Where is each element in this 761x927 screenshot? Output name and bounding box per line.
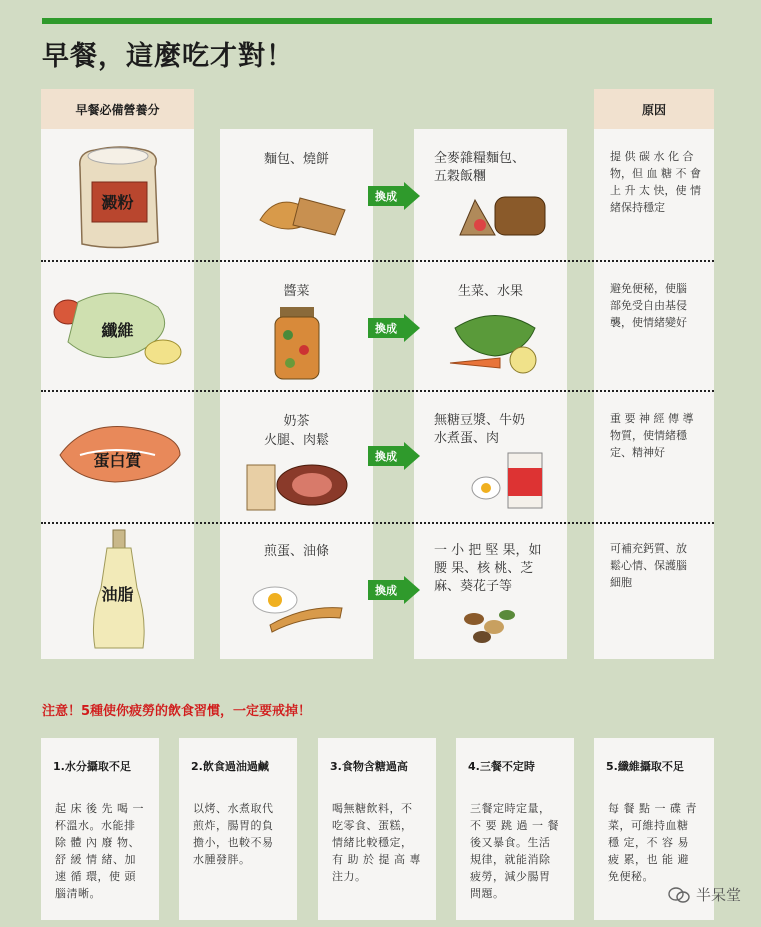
tip-title: 5.纖維攝取不足 xyxy=(606,760,684,773)
watermark-text: 半呆堂 xyxy=(695,886,741,904)
top-accent-bar xyxy=(42,18,712,24)
wechat-icon xyxy=(668,886,690,904)
tip-body: 喝無糖飲料，不 吃零食、蛋糕， 情緒比較穩定， 有 助 於 提 高 專 注力。 xyxy=(332,802,421,883)
tip-title: 4.三餐不定時 xyxy=(468,760,535,773)
tip-body: 三餐定時定量， 不 要 跳 過 一 餐 後又暴食。生活 規律，就能消除 疲勞，減少腸胃 問題。 xyxy=(470,802,559,900)
reason-text: 可補充鈣質、放 鬆心情、保護腦 細胞 xyxy=(610,542,687,589)
category-label-fat: 油脂 xyxy=(101,585,134,604)
good-food-text: 生菜、水果 xyxy=(457,284,523,299)
bad-food-text: 奶茶 火腿、肉鬆 xyxy=(263,414,329,448)
bad-food-text: 醬菜 xyxy=(283,284,310,299)
tip-body: 起 床 後 先 喝 一 杯溫水。水能排 除 體 內 廢 物、 舒 緩 情 緒、加 速 循 環，使 頭 腦清晰。 xyxy=(55,802,144,900)
bad-food-text: 煎蛋、油條 xyxy=(263,544,329,559)
tip-card-water xyxy=(41,738,159,920)
replace-arrow: 換成 xyxy=(368,314,420,342)
nuts-icon xyxy=(462,605,522,647)
fried-egg-youtiao-icon xyxy=(250,580,345,635)
tip-body: 以烤、水煮取代 煎炸，腸胃的負 擔小，也較不易 水腫發胖。 xyxy=(193,802,274,866)
category-label-fiber: 纖維 xyxy=(101,321,134,340)
tip-body: 每 餐 點 一 碟 青 菜，可維持血糖 穩 定，不 容 易 疲 累，也 能 避 免便秘。 xyxy=(608,802,697,883)
pickle-jar-icon xyxy=(270,305,325,383)
croissant-icon xyxy=(255,190,350,240)
replace-arrow: 換成 xyxy=(368,182,420,210)
row-divider xyxy=(41,260,714,262)
tip-title: 1.水分攝取不足 xyxy=(53,760,131,773)
whole-grain-bread-icon xyxy=(450,185,550,245)
header-reason: 原因 xyxy=(594,89,714,129)
reason-text: 避免便秘，使腦 部免受自由基侵 襲，使情緒變好 xyxy=(610,282,687,329)
category-label-protein: 蛋白質 xyxy=(93,451,142,470)
warning-heading: 注意！5種使你疲勞的飲食習慣，一定要戒掉！ xyxy=(42,704,312,719)
good-food-text: 無糖豆漿、牛奶 水煮蛋、肉 xyxy=(434,413,526,446)
tip-title: 3.食物含糖過高 xyxy=(330,760,408,773)
salad-fruit-icon xyxy=(445,308,550,380)
category-label-starch: 澱粉 xyxy=(101,193,134,212)
row-divider xyxy=(41,522,714,524)
tip-card-oil-salt xyxy=(179,738,297,920)
tip-card-meal-time xyxy=(456,738,574,920)
watermark xyxy=(668,884,741,905)
reason-text: 重 要 神 經 傳 導 物質，使情緒穩 定、精神好 xyxy=(610,412,694,459)
header-category: 早餐必備營養分 xyxy=(41,89,194,129)
bad-food-text: 麵包、燒餅 xyxy=(263,152,329,167)
replace-arrow: 換成 xyxy=(368,442,420,470)
replace-arrow: 換成 xyxy=(368,576,420,604)
page-title: 早餐，這麼吃才對！ xyxy=(42,41,294,72)
good-food-text: 全麥雜糧麵包、 五穀飯糰 xyxy=(434,151,526,184)
tip-card-sugar xyxy=(318,738,436,920)
reason-text: 提 供 碳 水 化 合 物，但 血 糖 不 會 上 升 太 快，使 情 緒保持穩定 xyxy=(610,150,701,214)
row-divider xyxy=(41,390,714,392)
milk-tea-ham-icon xyxy=(242,455,352,515)
tip-title: 2.飲食過油過鹹 xyxy=(191,760,269,773)
eggs-milk-carton-icon xyxy=(470,448,555,510)
good-food-text: 一 小 把 堅 果，如 腰 果、核 桃、芝 麻、葵花子等 xyxy=(434,543,542,594)
